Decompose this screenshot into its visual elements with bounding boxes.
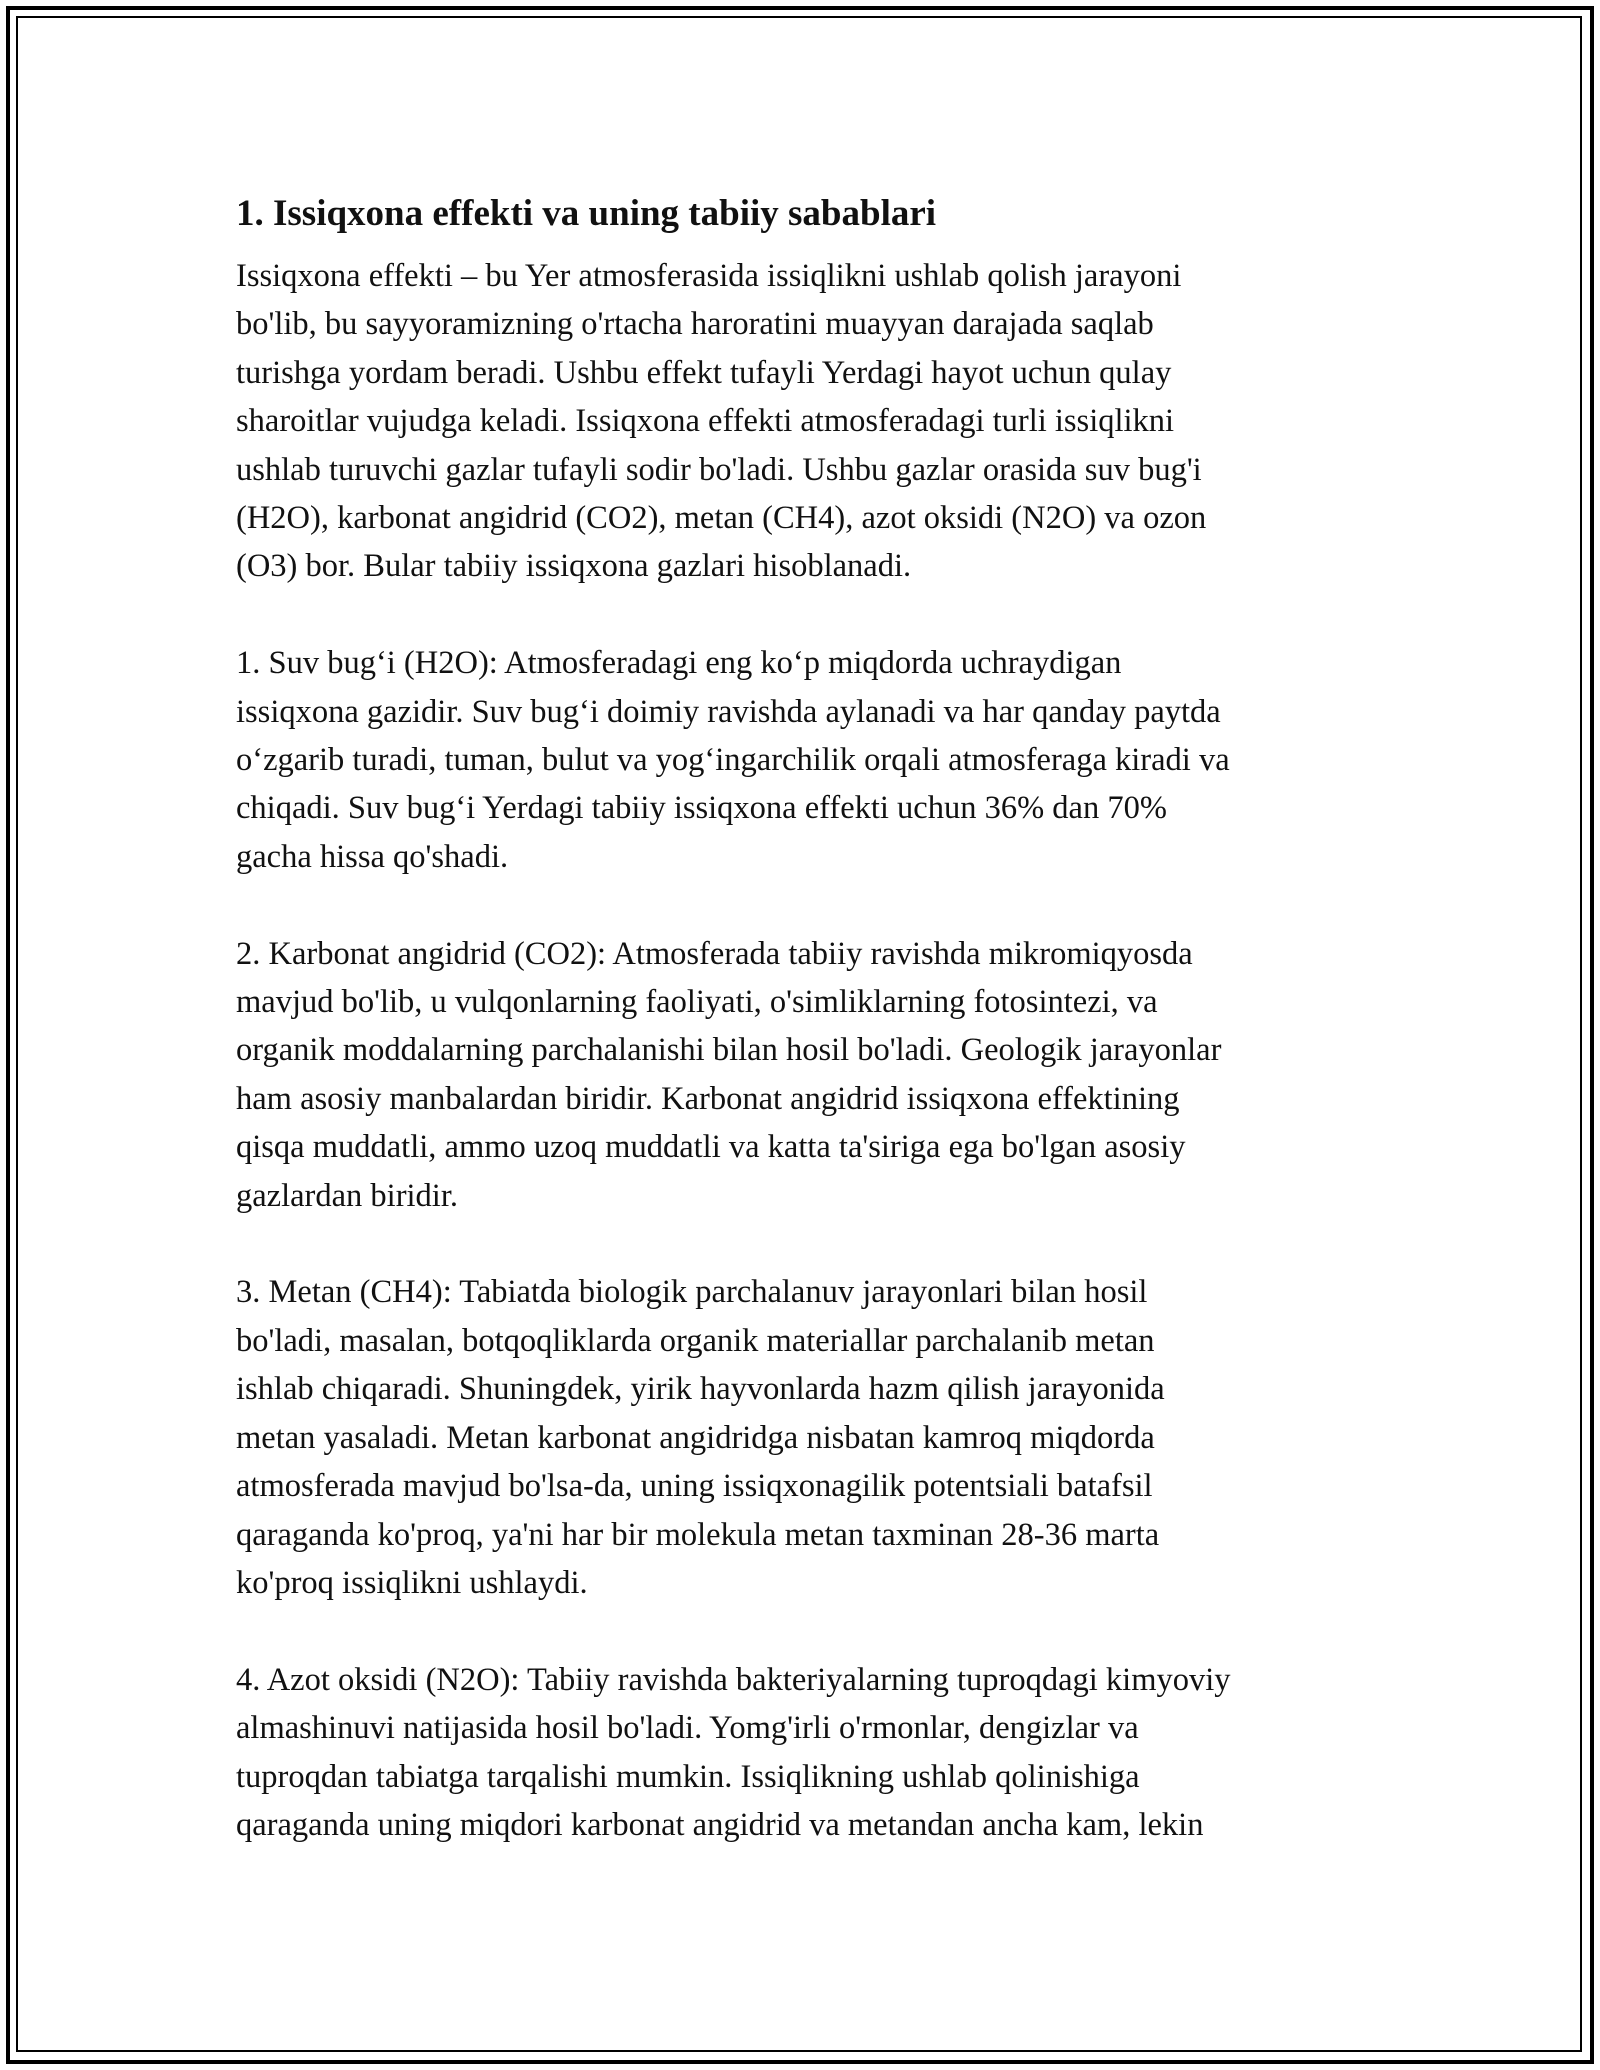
paragraph-line: turishga yordam beradi. Ushbu effekt tufayli Yerdagi hayot uchun qulay (236, 354, 1172, 391)
paragraph-line: 3. Metan (CH4): Tabiatda biologik parchalanuv jarayonlari bilan hosil (236, 1274, 1148, 1311)
paragraph-line: tuproqdan tabiatga tarqalishi mumkin. Issiqlikning ushlab qolinishiga (236, 1758, 1140, 1795)
paragraph-line: ham asosiy manbalardan biridir. Karbonat angidrid issiqxona effektining (236, 1080, 1180, 1117)
section-heading: 1. Issiqxona effekti va uning tabiiy sabablari (236, 193, 937, 234)
paragraph-line: ushlab turuvchi gazlar tufayli sodir bo'ladi. Ushbu gazlar orasida suv bug'i (236, 451, 1202, 488)
paragraph-line: qisqa muddatli, ammo uzoq muddatli va katta ta'siriga ega bo'lgan asosiy (236, 1129, 1186, 1166)
paragraph-line: atmosferada mavjud bo'lsa-da, uning issiqxonagilik potentsiali batafsil (236, 1468, 1153, 1505)
paragraph-line: mavjud bo'lib, u vulqonlarning faoliyati, o'simliklarning fotosintezi, va (236, 984, 1158, 1021)
paragraph-line: gacha hissa qo'shadi. (236, 838, 509, 875)
paragraph-line: 4. Azot oksidi (N2O): Tabiiy ravishda bakteriyalarning tuproqdagi kimyoviy (236, 1661, 1231, 1698)
paragraph-line: bo'lib, bu sayyoramizning o'rtacha haroratini muayyan darajada saqlab (236, 306, 1154, 343)
paragraph-line: sharoitlar vujudga keladi. Issiqxona effekti atmosferadagi turli issiqlikni (236, 403, 1175, 440)
paragraph-line: gazlardan biridir. (236, 1177, 458, 1214)
paragraph-line: bo'ladi, masalan, botqoqliklarda organik materiallar parchalanib metan (236, 1322, 1155, 1359)
document-body (236, 184, 1376, 1898)
paragraph-line: qaraganda uning miqdori karbonat angidrid va metandan ancha kam, lekin (236, 1806, 1204, 1843)
nitrous-oxide-paragraph (236, 1656, 1376, 1850)
paragraph-line: chiqadi. Suv bug‘i Yerdagi tabiiy issiqxona effekti uchun 36% dan 70% (236, 790, 1167, 827)
paragraph-line: 2. Karbonat angidrid (CO2): Atmosferada tabiiy ravishda mikromiqyosda (236, 935, 1193, 972)
paragraph-line: 1. Suv bug‘i (H2O): Atmosferadagi eng ko‘p miqdorda uchraydigan (236, 645, 1122, 682)
paragraph-line: ishlab chiqaradi. Shuningdek, yirik hayvonlarda hazm qilish jarayonida (236, 1371, 1165, 1408)
paragraph-line: ko'proq issiqlikni ushlaydi. (236, 1564, 588, 1601)
paragraph-line: (H2O), karbonat angidrid (CO2), metan (CH4), azot oksidi (N2O) va ozon (236, 500, 1207, 537)
paragraph-line: almashinuvi natijasida hosil bo'ladi. Yomg'irli o'rmonlar, dengizlar va (236, 1710, 1139, 1747)
water-vapor-paragraph (236, 639, 1376, 881)
carbon-dioxide-paragraph (236, 930, 1376, 1220)
methane-paragraph (236, 1268, 1376, 1607)
paragraph-line: qaraganda ko'proq, ya'ni har bir molekula metan taxminan 28-36 marta (236, 1516, 1160, 1553)
intro-paragraph (236, 252, 1376, 591)
paragraph-line: Issiqxona effekti – bu Yer atmosferasida issiqlikni ushlab qolish jarayoni (236, 258, 1182, 294)
paragraph-line: o‘zgarib turadi, tuman, bulut va yog‘ingarchilik orqali atmosferaga kiradi va (236, 742, 1230, 779)
paragraph-line: issiqxona gazidir. Suv bug‘i doimiy ravishda aylanadi va har qanday paytda (236, 693, 1221, 730)
paragraph-line: (O3) bor. Bular tabiiy issiqxona gazlari hisoblanadi. (236, 548, 912, 585)
paragraph-line: metan yasaladi. Metan karbonat angidridga nisbatan kamroq miqdorda (236, 1419, 1155, 1456)
paragraph-line: organik moddalarning parchalanishi bilan hosil bo'ladi. Geologik jarayonlar (236, 1032, 1222, 1069)
